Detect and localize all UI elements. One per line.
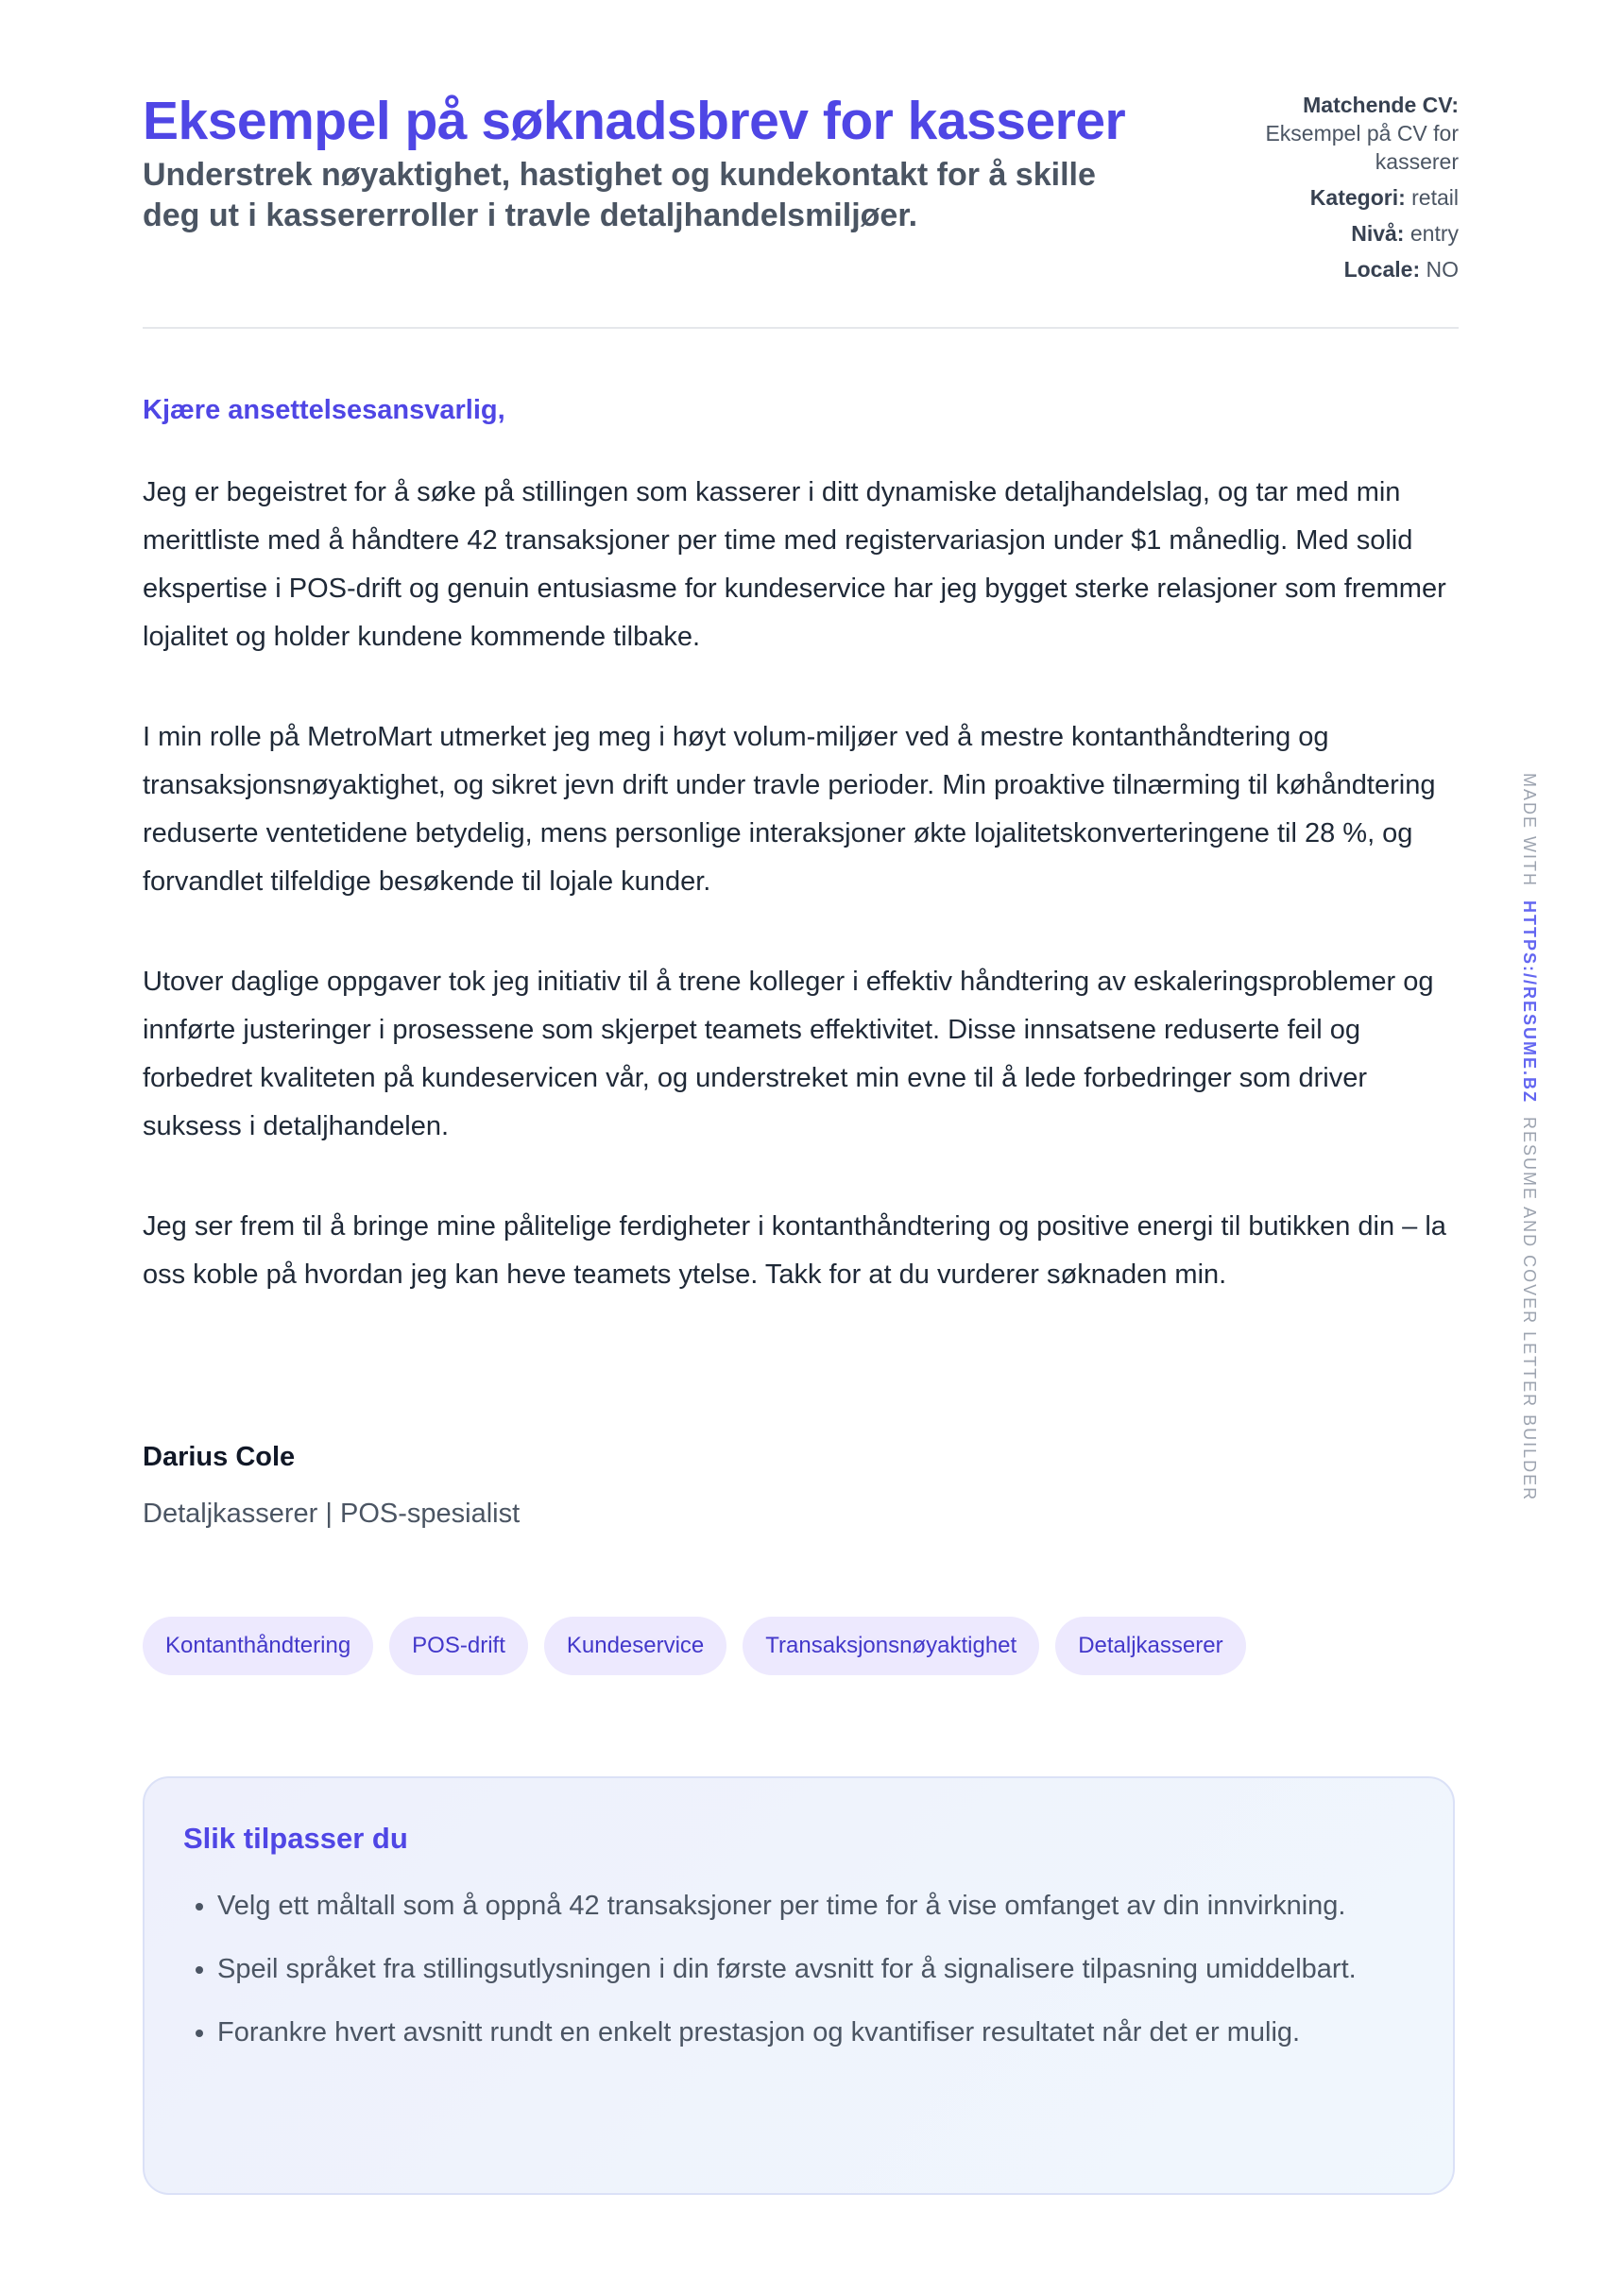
meta-label: Matchende CV: bbox=[1303, 93, 1459, 117]
meta-value: retail bbox=[1411, 185, 1459, 210]
meta-label: Nivå: bbox=[1351, 221, 1405, 246]
letter-paragraph: I min rolle på MetroMart utmerket jeg meg i høyt volum-miljøer ved å mestre kontanthåndtering og transaksjonsnøyaktighet, og sikret jevn drift under travle perioder. Min proaktive tilnærming til køhåndtering reduserte ventetidene betydelig, mens personlige interaksjoner økte lojalitetskonverteringene til 28 %, og forvandlet tilfeldige besøkende til lojale kunder. bbox=[143, 722, 1436, 897]
page-header bbox=[143, 87, 1459, 282]
tips-list bbox=[183, 1882, 1445, 2072]
skill-tag: Kontanthåndtering bbox=[143, 1617, 373, 1675]
tip-item: • Forankre hvert avsnitt rundt en enkelt prestasjon og kvantifiser resultatet når det er mulig. bbox=[217, 2009, 1445, 2056]
watermark-suffix: RESUME AND COVER LETTER BUILDER bbox=[1520, 1117, 1539, 1502]
tip-item: • Velg ett måltall som å oppnå 42 transaksjoner per time for å vise omfanget av din innvirkning. bbox=[217, 1882, 1445, 1929]
letter-paragraph: Utover daglige oppgaver tok jeg initiativ til å trene kolleger i effektiv håndtering av eskaleringsproblemer og innførte justeringer i prosessene som skjerpet teamets effektivitet. Disse innsatsene reduserte feil og forbedret kvaliteten på kundeservicen vår, og understreket min evne til å lede forbedringer som driver suksess i detaljhandelen. bbox=[143, 967, 1434, 1141]
tip-item: • Speil språket fra stillingsutlysningen i din første avsnitt for å signalisere tilpasning umiddelbart. bbox=[217, 1945, 1445, 1993]
watermark-link[interactable]: HTTPS://RESUME.BZ bbox=[1520, 900, 1539, 1105]
watermark bbox=[1519, 773, 1539, 1501]
matching-cv-link[interactable]: Eksempel på CV for kasserer bbox=[1265, 121, 1459, 174]
meta-level bbox=[1213, 219, 1459, 248]
meta-matching-cv bbox=[1213, 91, 1459, 176]
meta-label: Kategori: bbox=[1309, 185, 1406, 210]
page-subtitle: Understrek nøyaktighet, hastighet og kundekontakt for å skille deg ut i kassererroller i travle detaljhandelsmiljøer. bbox=[143, 157, 1096, 233]
tips-title: Slik tilpasser du bbox=[183, 1822, 408, 1855]
skill-tag: Detaljkasserer bbox=[1055, 1617, 1245, 1675]
watermark-prefix: MADE WITH bbox=[1520, 773, 1539, 887]
skill-tag: Kundeservice bbox=[544, 1617, 726, 1675]
signature-name: Darius Cole bbox=[143, 1442, 296, 1472]
letter-greeting: Kjære ansettelsesansvarlig, bbox=[143, 395, 505, 425]
letter-body bbox=[143, 469, 1465, 1351]
meta-panel bbox=[1213, 91, 1459, 291]
header-divider bbox=[143, 327, 1459, 329]
signature-role: Detaljkasserer | POS-spesialist bbox=[143, 1499, 521, 1529]
page-title: Eksempel på søknadsbrev for kasserer bbox=[143, 91, 1126, 151]
meta-category bbox=[1213, 183, 1459, 212]
letter-paragraph: Jeg ser frem til å bringe mine pålitelige ferdigheter i kontanthåndtering og positive energi til butikken din – la oss koble på hvordan jeg kan heve teamets ytelse. Takk for at du vurderer søknaden min. bbox=[143, 1211, 1446, 1290]
meta-value: NO bbox=[1426, 257, 1459, 282]
meta-value: entry bbox=[1410, 221, 1459, 246]
letter-paragraph: Jeg er begeistret for å søke på stillingen som kasserer i ditt dynamiske detaljhandelslag, og tar med min merittliste med å håndtere 42 transaksjoner per time med registervariasjon under $1 månedlig. Med solid ekspertise i POS-drift og genuin entusiasme for kundeservice har jeg bygget sterke relasjoner som fremmer lojalitet og holder kundene kommende tilbake. bbox=[143, 477, 1446, 652]
tips-box bbox=[143, 1776, 1455, 2195]
meta-label: Locale: bbox=[1343, 257, 1421, 282]
skill-tag: POS-drift bbox=[389, 1617, 528, 1675]
skill-tags bbox=[143, 1617, 1246, 1675]
meta-locale bbox=[1213, 255, 1459, 283]
skill-tag: Transaksjonsnøyaktighet bbox=[743, 1617, 1039, 1675]
